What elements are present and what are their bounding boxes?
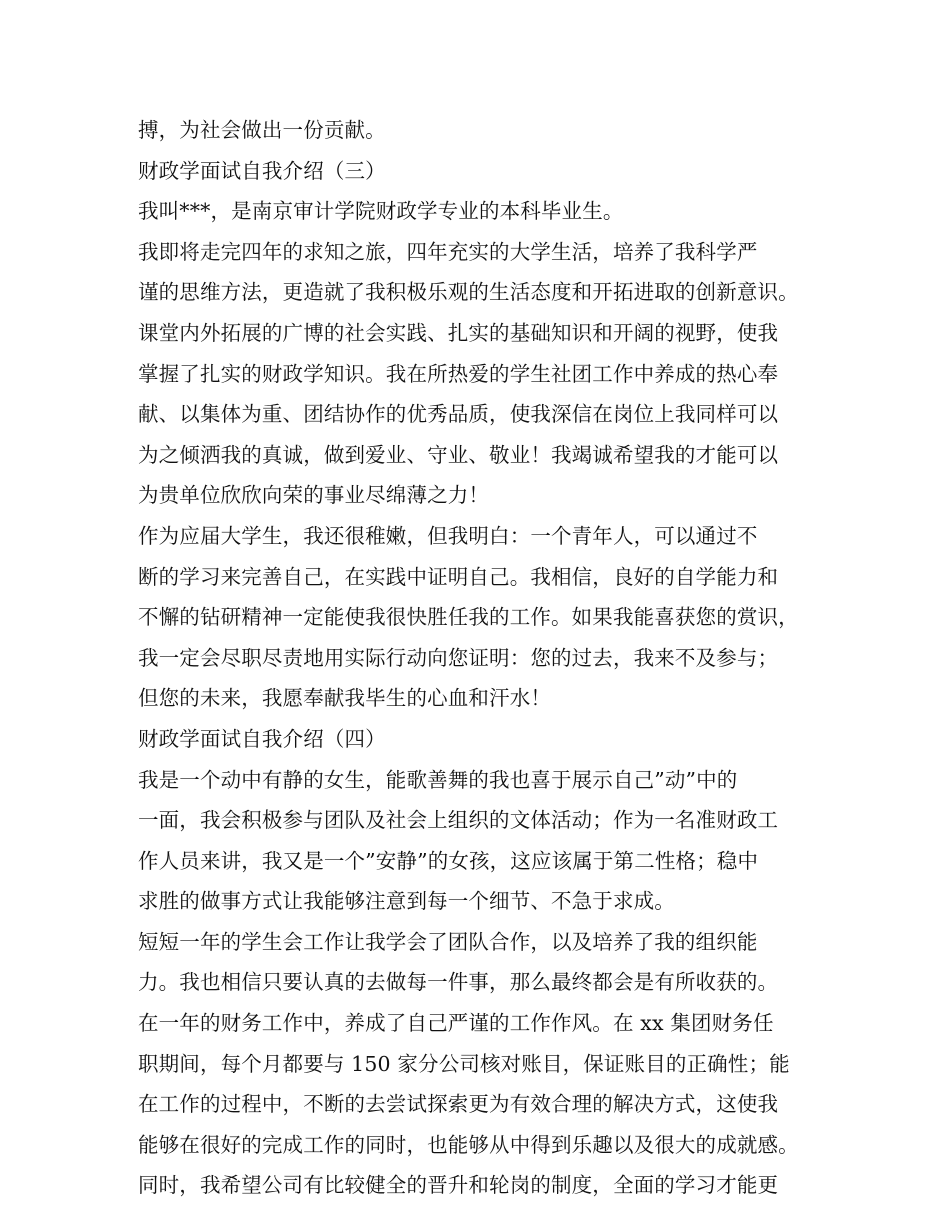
text-line: 掌握了扎实的财政学知识。我在所热爱的学生社团工作中养成的热心奉 bbox=[138, 361, 779, 386]
text-line: 献、以集体为重、团结协作的优秀品质，使我深信在岗位上我同样可以 bbox=[138, 402, 779, 427]
text-line: 但您的未来，我愿奉献我毕生的心血和汗水！ bbox=[138, 686, 551, 711]
text-line: 搏，为社会做出一份贡献。 bbox=[138, 118, 386, 142]
text-line: 我一定会尽职尽责地用实际行动向您证明：您的过去，我来不及参与； bbox=[138, 645, 779, 670]
text-line: 职期间，每个月都要与 150 家分公司核对账目，保证账目的正确性；能 bbox=[138, 1051, 790, 1076]
text-line: 断的学习来完善自己，在实践中证明自己。我相信，良好的自学能力和 bbox=[138, 564, 779, 589]
text-line: 课堂内外拓展的广博的社会实践、扎实的基础知识和开阔的视野，使我 bbox=[138, 320, 779, 345]
text-line: 能够在很好的完成工作的同时，也能够从中得到乐趣以及很大的成就感。 bbox=[138, 1132, 799, 1157]
text-line: 同时，我希望公司有比较健全的晋升和轮岗的制度，全面的学习才能更 bbox=[138, 1173, 779, 1198]
text-line: 求胜的做事方式让我能够注意到每一个细节、不急于求成。 bbox=[138, 889, 675, 914]
text-line: 我即将走完四年的求知之旅，四年充实的大学生活，培养了我科学严 bbox=[138, 239, 758, 264]
text-line: 作人员来讲，我又是一个”安静”的女孩，这应该属于第二性格；稳中 bbox=[138, 848, 759, 873]
text-line: 在工作的过程中，不断的去尝试探索更为有效合理的解决方式，这使我 bbox=[138, 1092, 779, 1117]
text-line: 谨的思维方法，更造就了我积极乐观的生活态度和开拓进取的创新意识。 bbox=[138, 280, 799, 305]
text-line: 一面，我会积极参与团队及社会上组织的文体活动；作为一名准财政工 bbox=[138, 808, 779, 833]
text-line: 短短一年的学生会工作让我学会了团队合作，以及培养了我的组织能 bbox=[138, 929, 758, 954]
text-line: 为之倾洒我的真诚，做到爱业、守业、敬业！我竭诚希望我的才能可以 bbox=[138, 442, 779, 467]
document-body bbox=[138, 110, 838, 1206]
text-line: 力。我也相信只要认真的去做每一件事，那么最终都会是有所收获的。 bbox=[138, 970, 779, 995]
text-line: 我叫***，是南京审计学院财政学专业的本科毕业生。 bbox=[138, 199, 624, 224]
text-line: 不懈的钻研精神一定能使我很快胜任我的工作。如果我能喜获您的赏识， bbox=[138, 605, 799, 630]
text-line: 在一年的财务工作中，养成了自己严谨的工作作风。在 xx 集团财务任 bbox=[138, 1011, 774, 1036]
section-heading-3: 财政学面试自我介绍（三） bbox=[138, 158, 386, 183]
section-heading-4: 财政学面试自我介绍（四） bbox=[138, 726, 386, 751]
text-line: 我是一个动中有静的女生，能歌善舞的我也喜于展示自己”动”中的 bbox=[138, 767, 738, 792]
text-line: 为贵单位欣欣向荣的事业尽绵薄之力！ bbox=[138, 483, 490, 508]
text-line: 作为应届大学生，我还很稚嫩，但我明白：一个青年人，可以通过不 bbox=[138, 523, 758, 548]
